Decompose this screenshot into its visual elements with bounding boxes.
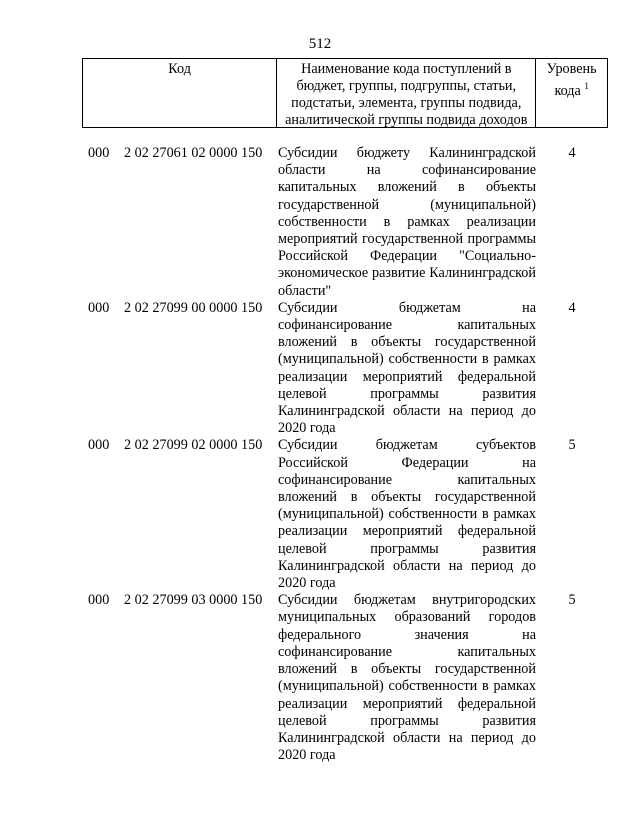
row-income-code: 2 02 27099 02 0000 150 <box>124 437 263 454</box>
header-name: Наименование кода поступлений в бюджет, группы, подгруппы, статьи, подстатьи, элемента, группы подвида, аналитической группы подвида доходов <box>277 59 536 127</box>
page-number: 512 <box>308 36 332 52</box>
row-admin-code: 000 <box>88 145 110 161</box>
row-admin-code: 000 <box>88 299 110 316</box>
row-income-code: 2 02 27099 03 0000 150 <box>124 592 263 609</box>
header-level-label: Уровень кода <box>546 61 597 99</box>
row-admin-code: 000 <box>88 592 110 609</box>
row-name: Субсидии бюджетам внутригородских муниципальных образований городов федерального значения на софинансирование капитальных вложений в объекты государственной (муниципальной) собственности в рамках реализации мероприятий федеральной целевой программы развития Калининградской области на период до 2020 года <box>278 592 536 764</box>
row-name: Субсидии бюджетам субъектов Российской Федерации на софинансирование капитальных вложений в объекты государственной (муниципальной) собственности в рамках реализации мероприятий федеральной целевой программы развития Калининградской области на период до 2020 года <box>278 437 536 592</box>
row-level: 4 <box>568 145 576 161</box>
row-level: 4 <box>568 299 576 316</box>
header-level <box>536 59 607 127</box>
table-row <box>82 437 608 592</box>
row-name: Субсидии бюджетам на софинансирование капитальных вложений в объекты государственной (муниципальной) собственности в рамках реализации мероприятий федеральной целевой программы развития Калининградской области на период до 2020 года <box>278 299 536 437</box>
table-body <box>82 145 608 764</box>
row-admin-code: 000 <box>88 437 110 454</box>
row-name: Субсидии бюджету Калининградской области на софинансирование капитальных вложений в объекты государственной (муниципальной) собственности в рамках реализации мероприятий государственной программы Российской Федерации "Социально-экономическое развитие Калининградской области" <box>278 145 536 299</box>
header-code: Код <box>83 59 277 127</box>
table-row <box>82 592 608 764</box>
row-income-code: 2 02 27099 00 0000 150 <box>124 299 263 316</box>
table-header <box>82 58 608 128</box>
table-row <box>82 300 608 438</box>
row-level: 5 <box>568 437 576 454</box>
row-income-code: 2 02 27061 02 0000 150 <box>124 145 263 161</box>
row-level: 5 <box>568 592 576 609</box>
table-row <box>82 145 608 300</box>
header-level-footnote: 1 <box>584 81 589 91</box>
